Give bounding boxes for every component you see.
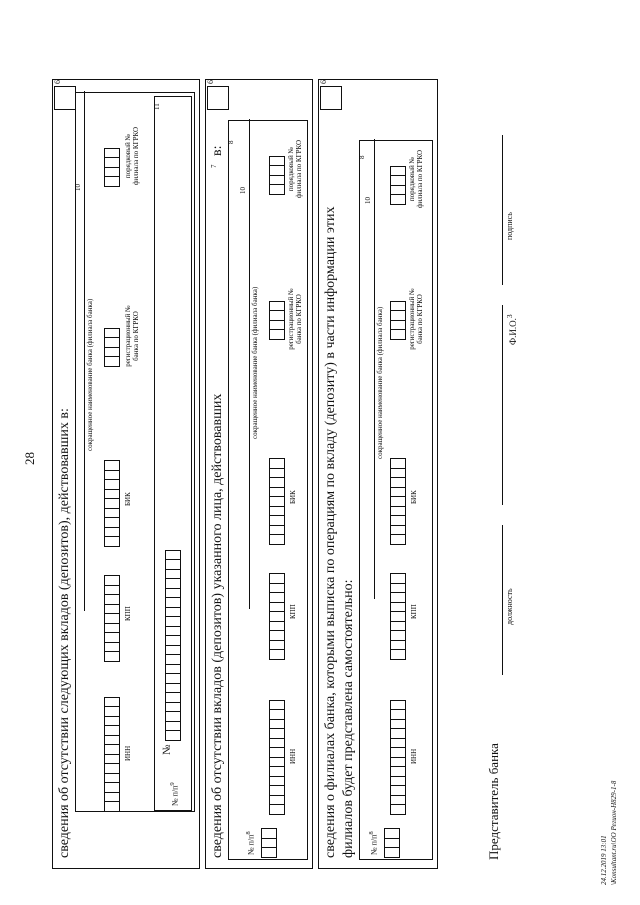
- input-cell[interactable]: [104, 726, 120, 737]
- ord-label-3: порядковый № филиала по КГРКО: [408, 149, 424, 209]
- input-cell[interactable]: [269, 650, 285, 661]
- input-cell[interactable]: [104, 338, 120, 349]
- input-cell[interactable]: [390, 574, 406, 585]
- input-cell[interactable]: [165, 636, 181, 647]
- input-cell[interactable]: [269, 767, 285, 778]
- input-cell[interactable]: [269, 621, 285, 632]
- input-cell[interactable]: [269, 185, 285, 196]
- field-number-3a: 8: [358, 155, 366, 159]
- input-cell[interactable]: [104, 697, 120, 708]
- section-title2-3: филиалов будет представлена самостоятельно:: [341, 579, 356, 858]
- input-cell[interactable]: [269, 805, 285, 816]
- input-cell[interactable]: [269, 459, 285, 470]
- input-cell[interactable]: [269, 497, 285, 508]
- input-cell[interactable]: [390, 640, 406, 651]
- input-cell[interactable]: [261, 848, 277, 859]
- np-label-1: № $п/п^9$: [169, 782, 180, 806]
- np-cells-2[interactable]: [261, 829, 277, 858]
- input-cell[interactable]: [104, 773, 120, 784]
- input-cell[interactable]: [269, 640, 285, 651]
- ord-label-1: порядковый № филиала по КГРКО: [124, 126, 140, 186]
- bik-cells-1[interactable]: [104, 461, 120, 547]
- position-line: [502, 525, 503, 675]
- input-cell[interactable]: [104, 623, 120, 634]
- input-cell[interactable]: [104, 489, 120, 500]
- input-cell[interactable]: [269, 593, 285, 604]
- input-cell[interactable]: [390, 602, 406, 613]
- section-panel-1: [52, 79, 200, 869]
- kpp-label-1: КПП: [124, 606, 132, 621]
- stamp-line-2: \Konsultant.ru\ОО Регион-Н829-1-8: [610, 780, 618, 885]
- section-code-1: 6: [53, 80, 62, 84]
- input-cell[interactable]: [390, 506, 406, 517]
- input-cell[interactable]: [165, 617, 181, 628]
- input-cell[interactable]: [269, 478, 285, 489]
- input-cell[interactable]: [269, 795, 285, 806]
- section-inner-2: [228, 120, 308, 860]
- input-cell[interactable]: [269, 757, 285, 768]
- name-underline-1: [84, 91, 85, 611]
- inn-label-2: ИНН: [289, 748, 297, 764]
- input-cell[interactable]: [104, 347, 120, 358]
- input-cell[interactable]: [104, 527, 120, 538]
- input-cell[interactable]: [269, 710, 285, 721]
- input-cell[interactable]: [390, 176, 406, 187]
- input-cell[interactable]: [104, 642, 120, 653]
- input-cell[interactable]: [269, 175, 285, 186]
- page-number: 28: [22, 452, 37, 465]
- input-cell[interactable]: [104, 792, 120, 803]
- input-cell[interactable]: [390, 301, 406, 312]
- fio-label: Ф.И.О.$^3$: [505, 314, 518, 345]
- reg-cells-3[interactable]: [390, 301, 406, 339]
- input-cell[interactable]: [390, 593, 406, 604]
- input-cell[interactable]: [104, 802, 120, 813]
- kpp-cells-2[interactable]: [269, 574, 285, 660]
- section-code-box-3: [320, 86, 342, 110]
- name-label-2: сокращенное наименование банка (филиала банка): [251, 286, 259, 439]
- input-cell[interactable]: [269, 786, 285, 797]
- reg-cells-1[interactable]: [104, 328, 120, 366]
- input-cell[interactable]: [165, 569, 181, 580]
- num-cells-1[interactable]: [165, 550, 181, 740]
- input-cell[interactable]: [269, 719, 285, 730]
- input-cell[interactable]: [104, 499, 120, 510]
- name-label-3: сокращенное наименование банка (филиала банка): [376, 306, 384, 459]
- input-cell[interactable]: [390, 330, 406, 341]
- input-cell[interactable]: [104, 604, 120, 615]
- section-inner-3: [359, 140, 433, 860]
- input-cell[interactable]: [390, 535, 406, 546]
- inn-cells-3[interactable]: [390, 700, 406, 814]
- input-cell[interactable]: [104, 167, 120, 178]
- reg-cells-2[interactable]: [269, 301, 285, 339]
- inn-cells-2[interactable]: [269, 700, 285, 814]
- input-cell[interactable]: [269, 320, 285, 331]
- section-panel-3: [318, 79, 438, 869]
- input-cell[interactable]: [269, 525, 285, 536]
- input-cell[interactable]: [269, 516, 285, 527]
- input-cell[interactable]: [390, 195, 406, 206]
- input-cell[interactable]: [104, 764, 120, 775]
- input-cell[interactable]: [269, 612, 285, 623]
- input-cell[interactable]: [104, 328, 120, 339]
- input-cell[interactable]: [384, 838, 400, 849]
- reg-label-2: регистрационный № банка по КГРКО: [287, 288, 303, 350]
- kpp-label-3: КПП: [410, 604, 418, 619]
- input-cell[interactable]: [165, 645, 181, 656]
- reg-label-1: регистрационный № банка по КГРКО: [124, 305, 140, 367]
- input-cell[interactable]: [390, 583, 406, 594]
- position-label: должность: [505, 588, 514, 625]
- field-number-3: 10: [364, 197, 372, 204]
- input-cell[interactable]: [104, 148, 120, 159]
- input-cell[interactable]: [390, 776, 406, 787]
- input-cell[interactable]: [390, 729, 406, 740]
- bik-cells-2[interactable]: [269, 459, 285, 545]
- input-cell[interactable]: [261, 829, 277, 840]
- input-cell[interactable]: [104, 357, 120, 368]
- np-cells-3[interactable]: [384, 829, 400, 858]
- input-cell[interactable]: [104, 461, 120, 472]
- section-code-box-1: [54, 86, 76, 110]
- input-cell[interactable]: [390, 612, 406, 623]
- input-cell[interactable]: [104, 735, 120, 746]
- input-cell[interactable]: [104, 633, 120, 644]
- field-number-2: 10: [239, 187, 247, 194]
- input-cell[interactable]: [390, 805, 406, 816]
- input-cell[interactable]: [104, 508, 120, 519]
- input-cell[interactable]: [390, 185, 406, 196]
- stamp-line-1: 24.12.2019 13:01: [600, 835, 608, 885]
- signature-line: [502, 135, 503, 285]
- input-cell[interactable]: [165, 674, 181, 685]
- section-title-2: сведения об отсутствии вкладов (депозитов) указанного лица, действовавших: [210, 393, 225, 858]
- input-cell[interactable]: [390, 650, 406, 661]
- input-cell[interactable]: [104, 576, 120, 587]
- input-cell[interactable]: [165, 626, 181, 637]
- input-cell[interactable]: [165, 712, 181, 723]
- input-cell[interactable]: [269, 583, 285, 594]
- bik-label-2: БИК: [289, 490, 297, 504]
- input-cell[interactable]: [104, 480, 120, 491]
- name-underline-2: [249, 119, 250, 609]
- reg-label-3: регистрационный № банка по КГРКО: [408, 288, 424, 350]
- input-cell[interactable]: [390, 516, 406, 527]
- input-cell[interactable]: [165, 560, 181, 571]
- input-cell[interactable]: [269, 738, 285, 749]
- input-cell[interactable]: [104, 518, 120, 529]
- input-cell[interactable]: [269, 602, 285, 613]
- input-cell[interactable]: [269, 574, 285, 585]
- input-cell[interactable]: [165, 598, 181, 609]
- input-cell[interactable]: [269, 748, 285, 759]
- input-cell[interactable]: [104, 652, 120, 663]
- input-cell[interactable]: [104, 177, 120, 188]
- input-cell[interactable]: [104, 707, 120, 718]
- signature-label: подпись: [505, 212, 514, 240]
- extra-number-1: 11: [153, 103, 161, 110]
- kpp-cells-1[interactable]: [104, 576, 120, 662]
- input-cell[interactable]: [390, 795, 406, 806]
- field-number-1: 10: [74, 184, 82, 191]
- ord-cells-3[interactable]: [390, 166, 406, 204]
- section-title-tail-2: в:: [210, 145, 225, 156]
- num-label-1: №: [161, 744, 173, 755]
- kpp-cells-3[interactable]: [390, 574, 406, 660]
- input-cell[interactable]: [269, 776, 285, 787]
- input-cell[interactable]: [269, 156, 285, 167]
- input-cell[interactable]: [390, 311, 406, 322]
- input-cell[interactable]: [269, 535, 285, 546]
- inn-label-1: ИНН: [124, 745, 132, 761]
- bik-label-1: БИК: [124, 492, 132, 506]
- section-code-box-2: [207, 86, 229, 110]
- input-cell[interactable]: [390, 767, 406, 778]
- ord-cells-1[interactable]: [104, 148, 120, 186]
- input-cell[interactable]: [384, 829, 400, 840]
- input-cell[interactable]: [165, 731, 181, 742]
- input-cell[interactable]: [104, 158, 120, 169]
- input-cell[interactable]: [269, 330, 285, 341]
- input-cell[interactable]: [104, 716, 120, 727]
- input-cell[interactable]: [165, 655, 181, 666]
- section-title-1: сведения об отсутствии следующих вкладов (депозитов), действовавших в:: [57, 408, 72, 858]
- input-cell[interactable]: [165, 693, 181, 704]
- input-cell[interactable]: [165, 702, 181, 713]
- input-cell[interactable]: [165, 664, 181, 675]
- input-cell[interactable]: [384, 848, 400, 859]
- input-cell[interactable]: [269, 631, 285, 642]
- input-cell[interactable]: [165, 607, 181, 618]
- input-cell[interactable]: [261, 838, 277, 849]
- bik-cells-3[interactable]: [390, 459, 406, 545]
- input-cell[interactable]: [390, 478, 406, 489]
- input-cell[interactable]: [269, 468, 285, 479]
- input-cell[interactable]: [390, 320, 406, 331]
- input-cell[interactable]: [390, 700, 406, 711]
- input-cell[interactable]: [165, 550, 181, 561]
- section-code-3: 6: [319, 80, 328, 84]
- ord-label-2: порядковый № филиала по КГРКО: [287, 139, 303, 199]
- input-cell[interactable]: [165, 683, 181, 694]
- input-cell[interactable]: [165, 721, 181, 732]
- representative-label: Представитель банка: [486, 743, 501, 860]
- input-cell[interactable]: [390, 459, 406, 470]
- input-cell[interactable]: [269, 301, 285, 312]
- name-underline-3: [374, 139, 375, 599]
- input-cell[interactable]: [390, 497, 406, 508]
- input-cell[interactable]: [104, 537, 120, 548]
- input-cell[interactable]: [104, 470, 120, 481]
- inn-label-3: ИНН: [410, 748, 418, 764]
- tail-number-2: 7: [210, 164, 218, 168]
- input-cell[interactable]: [390, 631, 406, 642]
- section-inner-1: [75, 92, 195, 812]
- input-cell[interactable]: [269, 311, 285, 322]
- section-code-2: 6: [206, 80, 215, 84]
- input-cell[interactable]: [390, 738, 406, 749]
- np-label-2: № $п/п^8$: [245, 831, 256, 855]
- input-cell[interactable]: [390, 468, 406, 479]
- field-number-2a: 8: [227, 140, 235, 144]
- input-cell[interactable]: [390, 757, 406, 768]
- input-cell[interactable]: [104, 754, 120, 765]
- section-panel-2: [205, 79, 313, 869]
- input-cell[interactable]: [269, 700, 285, 711]
- section-title-3: сведения о филиалах банка, которыми выписка по операциям по вкладу (депозиту) в части информации этих: [323, 206, 338, 858]
- input-cell[interactable]: [269, 506, 285, 517]
- input-cell[interactable]: [104, 783, 120, 794]
- input-cell[interactable]: [390, 621, 406, 632]
- input-cell[interactable]: [269, 729, 285, 740]
- input-cell[interactable]: [104, 585, 120, 596]
- kpp-label-2: КПП: [289, 604, 297, 619]
- input-cell[interactable]: [165, 588, 181, 599]
- fio-line: [502, 305, 503, 505]
- input-cell[interactable]: [390, 525, 406, 536]
- input-cell[interactable]: [390, 748, 406, 759]
- input-cell[interactable]: [390, 719, 406, 730]
- input-cell[interactable]: [390, 710, 406, 721]
- input-cell[interactable]: [390, 786, 406, 797]
- ord-cells-2[interactable]: [269, 156, 285, 194]
- input-cell[interactable]: [269, 487, 285, 498]
- input-cell[interactable]: [390, 487, 406, 498]
- input-cell[interactable]: [165, 579, 181, 590]
- inn-cells-1[interactable]: [104, 697, 120, 811]
- input-cell[interactable]: [104, 745, 120, 756]
- input-cell[interactable]: [104, 595, 120, 606]
- bik-label-3: БИК: [410, 490, 418, 504]
- input-cell[interactable]: [104, 614, 120, 625]
- np-label-3: № $п/п^8$: [368, 831, 379, 855]
- input-cell[interactable]: [269, 166, 285, 177]
- np-box-1: [154, 96, 192, 811]
- name-label-1: сокращенное наименование банка (филиала банка): [86, 298, 94, 451]
- input-cell[interactable]: [390, 166, 406, 177]
